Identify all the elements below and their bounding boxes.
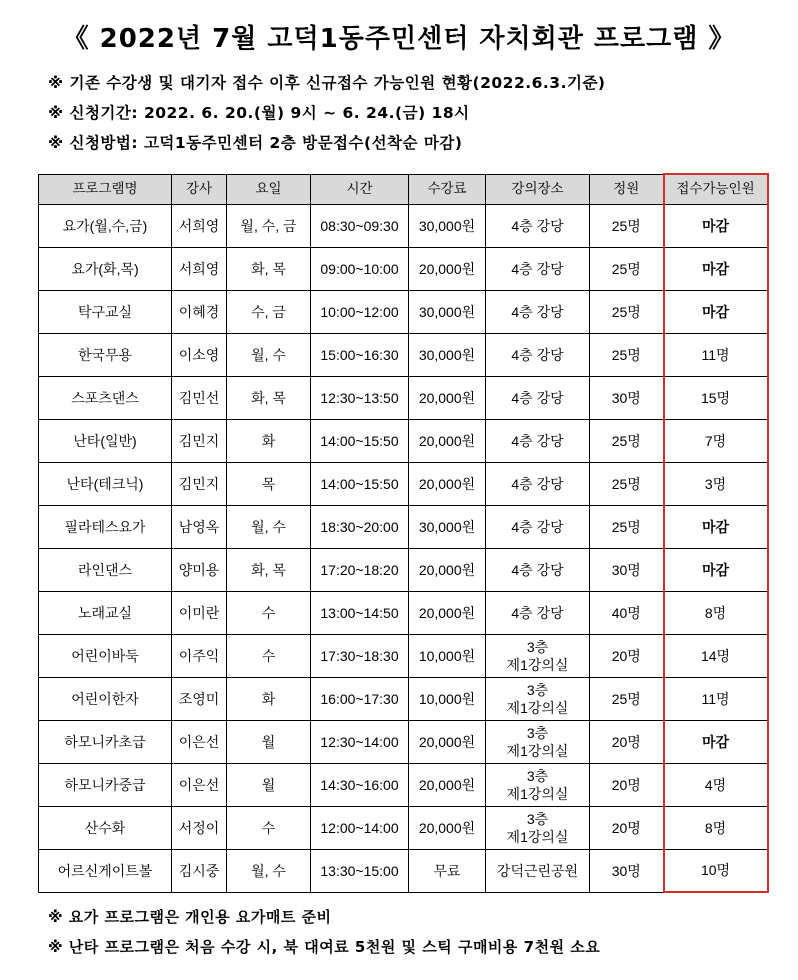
cell-capacity: 25명: [590, 247, 664, 290]
cell-fee: 20,000원: [409, 376, 486, 419]
table-row: [39, 204, 768, 247]
cell-time: 12:00~14:00: [311, 806, 409, 849]
cell-time: 14:00~15:50: [311, 419, 409, 462]
cell-time: 12:30~14:00: [311, 720, 409, 763]
cell-capacity: 20명: [590, 634, 664, 677]
cell-days: 수: [227, 591, 311, 634]
place-line: 4층 강당: [511, 432, 564, 449]
cell-days: 화, 목: [227, 548, 311, 591]
cell-place: [486, 376, 590, 419]
notice-line: ※ 신청기간: 2022. 6. 20.(월) 9시 ~ 6. 24.(금) 18시: [48, 104, 470, 122]
column-header-place: 강의장소: [486, 174, 590, 204]
cell-available: 8명: [664, 806, 768, 849]
column-header-instructor: 강사: [172, 174, 227, 204]
table-row: [39, 548, 768, 591]
cell-available: 11명: [664, 333, 768, 376]
cell-place: [486, 505, 590, 548]
cell-instructor: 김시중: [172, 849, 227, 892]
cell-capacity: 20명: [590, 720, 664, 763]
place-line: 3층: [526, 767, 549, 784]
cell-time: 16:00~17:30: [311, 677, 409, 720]
cell-fee: 무료: [409, 849, 486, 892]
cell-time: 15:00~16:30: [311, 333, 409, 376]
cell-time: 09:00~10:00: [311, 247, 409, 290]
cell-fee: 20,000원: [409, 806, 486, 849]
cell-place: [486, 849, 590, 892]
cell-program: 필라테스요가: [39, 505, 172, 548]
place-line: 4층 강당: [511, 561, 564, 578]
cell-days: 월, 수: [227, 505, 311, 548]
column-header-capacity: 정원: [590, 174, 664, 204]
place-line: 4층 강당: [511, 604, 564, 621]
table-row: [39, 806, 768, 849]
cell-place: [486, 419, 590, 462]
cell-days: 화, 목: [227, 376, 311, 419]
cell-program: 노래교실: [39, 591, 172, 634]
cell-place: [486, 548, 590, 591]
cell-program: 어린이바둑: [39, 634, 172, 677]
cell-program: 난타(테크닉): [39, 462, 172, 505]
cell-available: 마감: [664, 548, 768, 591]
table-row: [39, 290, 768, 333]
cell-available: 11명: [664, 677, 768, 720]
cell-time: 12:30~13:50: [311, 376, 409, 419]
place-line: 3층: [526, 638, 549, 655]
place-line: 3층: [526, 810, 549, 827]
cell-place: [486, 677, 590, 720]
cell-program: 요가(화,목): [39, 247, 172, 290]
column-header-time: 시간: [311, 174, 409, 204]
cell-capacity: 30명: [590, 376, 664, 419]
cell-program: 어르신게이트볼: [39, 849, 172, 892]
cell-instructor: 이은선: [172, 763, 227, 806]
table-row: [39, 505, 768, 548]
cell-place: [486, 290, 590, 333]
cell-days: 화: [227, 419, 311, 462]
table-row: [39, 247, 768, 290]
cell-program: 난타(일반): [39, 419, 172, 462]
cell-instructor: 남영옥: [172, 505, 227, 548]
footnote-list: [48, 902, 600, 962]
cell-days: 화: [227, 677, 311, 720]
cell-instructor: 김민지: [172, 462, 227, 505]
cell-place: [486, 763, 590, 806]
cell-program: 요가(월,수,금): [39, 204, 172, 247]
cell-capacity: 25명: [590, 204, 664, 247]
table-header-row: [39, 174, 768, 204]
column-header-available: 접수가능인원: [664, 174, 768, 204]
cell-fee: 30,000원: [409, 204, 486, 247]
cell-time: 14:00~15:50: [311, 462, 409, 505]
cell-available: 4명: [664, 763, 768, 806]
cell-program: 라인댄스: [39, 548, 172, 591]
cell-time: 08:30~09:30: [311, 204, 409, 247]
cell-program: 탁구교실: [39, 290, 172, 333]
cell-time: 13:30~15:00: [311, 849, 409, 892]
cell-instructor: 이혜경: [172, 290, 227, 333]
place-line: 제1강의실: [506, 742, 569, 759]
place-line: 4층 강당: [511, 475, 564, 492]
notice-list: [48, 68, 606, 158]
place-line: 제1강의실: [506, 699, 569, 716]
cell-place: [486, 634, 590, 677]
cell-instructor: 이소영: [172, 333, 227, 376]
cell-days: 월, 수, 금: [227, 204, 311, 247]
cell-instructor: 이은선: [172, 720, 227, 763]
cell-capacity: 20명: [590, 806, 664, 849]
place-line: 3층: [526, 724, 549, 741]
cell-capacity: 30명: [590, 849, 664, 892]
cell-capacity: 25명: [590, 333, 664, 376]
cell-place: [486, 333, 590, 376]
cell-capacity: 25명: [590, 462, 664, 505]
cell-available: 14명: [664, 634, 768, 677]
cell-capacity: 25명: [590, 677, 664, 720]
cell-days: 목: [227, 462, 311, 505]
place-line: 제1강의실: [506, 785, 569, 802]
table-row: [39, 634, 768, 677]
table-row: [39, 376, 768, 419]
table-row: [39, 849, 768, 892]
table-row: [39, 763, 768, 806]
cell-days: 수: [227, 806, 311, 849]
cell-fee: 20,000원: [409, 720, 486, 763]
cell-fee: 10,000원: [409, 677, 486, 720]
place-line: 제1강의실: [506, 828, 569, 845]
place-line: 3층: [526, 681, 549, 698]
cell-available: 마감: [664, 290, 768, 333]
cell-instructor: 이주익: [172, 634, 227, 677]
cell-instructor: 김민선: [172, 376, 227, 419]
cell-time: 17:20~18:20: [311, 548, 409, 591]
table-row: [39, 462, 768, 505]
cell-capacity: 25명: [590, 505, 664, 548]
cell-place: [486, 204, 590, 247]
cell-time: 14:30~16:00: [311, 763, 409, 806]
cell-days: 수: [227, 634, 311, 677]
cell-instructor: 김민지: [172, 419, 227, 462]
cell-program: 한국무용: [39, 333, 172, 376]
place-line: 4층 강당: [511, 389, 564, 406]
cell-program: 하모니카초급: [39, 720, 172, 763]
cell-place: [486, 591, 590, 634]
cell-capacity: 40명: [590, 591, 664, 634]
cell-days: 월, 수: [227, 333, 311, 376]
cell-place: [486, 462, 590, 505]
cell-program: 산수화: [39, 806, 172, 849]
cell-instructor: 서희영: [172, 204, 227, 247]
cell-available: 8명: [664, 591, 768, 634]
cell-capacity: 30명: [590, 548, 664, 591]
cell-place: [486, 806, 590, 849]
notice-line: ※ 신청방법: 고덕1동주민센터 2층 방문접수(선착순 마감): [48, 134, 463, 152]
cell-available: 7명: [664, 419, 768, 462]
table-row: [39, 720, 768, 763]
cell-program: 스포츠댄스: [39, 376, 172, 419]
page-title: 《 2022년 7월 고덕1동주민센터 자치회관 프로그램 》: [62, 24, 736, 54]
footnote-line: ※ 난타 프로그램은 처음 수강 시, 북 대여료 5천원 및 스틱 구매비용 7천원 소요: [48, 938, 601, 956]
cell-fee: 20,000원: [409, 247, 486, 290]
program-table: [38, 173, 769, 893]
cell-place: [486, 720, 590, 763]
place-line: 제1강의실: [506, 656, 569, 673]
cell-instructor: 이미란: [172, 591, 227, 634]
cell-days: 월: [227, 763, 311, 806]
cell-available: 15명: [664, 376, 768, 419]
cell-capacity: 20명: [590, 763, 664, 806]
cell-fee: 30,000원: [409, 290, 486, 333]
cell-days: 화, 목: [227, 247, 311, 290]
cell-program: 하모니카중급: [39, 763, 172, 806]
cell-time: 13:00~14:50: [311, 591, 409, 634]
notice-line: ※ 기존 수강생 및 대기자 접수 이후 신규접수 가능인원 현황(2022.6.3.기준): [48, 74, 606, 92]
cell-time: 10:00~12:00: [311, 290, 409, 333]
cell-capacity: 25명: [590, 419, 664, 462]
cell-available: 마감: [664, 204, 768, 247]
cell-place: [486, 247, 590, 290]
cell-available: 마감: [664, 505, 768, 548]
cell-days: 월: [227, 720, 311, 763]
cell-days: 월, 수: [227, 849, 311, 892]
cell-fee: 10,000원: [409, 634, 486, 677]
cell-instructor: 양미용: [172, 548, 227, 591]
cell-available: 마감: [664, 247, 768, 290]
column-header-fee: 수강료: [409, 174, 486, 204]
cell-fee: 20,000원: [409, 763, 486, 806]
cell-instructor: 서희영: [172, 247, 227, 290]
place-line: 강덕근린공원: [496, 862, 579, 879]
cell-fee: 20,000원: [409, 462, 486, 505]
cell-time: 18:30~20:00: [311, 505, 409, 548]
cell-fee: 20,000원: [409, 591, 486, 634]
table-row: [39, 333, 768, 376]
cell-available: 10명: [664, 849, 768, 892]
cell-days: 수, 금: [227, 290, 311, 333]
place-line: 4층 강당: [511, 260, 564, 277]
cell-fee: 20,000원: [409, 548, 486, 591]
place-line: 4층 강당: [511, 346, 564, 363]
cell-fee: 20,000원: [409, 419, 486, 462]
place-line: 4층 강당: [511, 217, 564, 234]
place-line: 4층 강당: [511, 303, 564, 320]
cell-instructor: 서정이: [172, 806, 227, 849]
column-header-program: 프로그램명: [39, 174, 172, 204]
table-row: [39, 419, 768, 462]
cell-available: 3명: [664, 462, 768, 505]
table-row: [39, 677, 768, 720]
cell-fee: 30,000원: [409, 333, 486, 376]
cell-capacity: 25명: [590, 290, 664, 333]
table-row: [39, 591, 768, 634]
cell-fee: 30,000원: [409, 505, 486, 548]
table-body: [39, 204, 768, 892]
footnote-line: ※ 요가 프로그램은 개인용 요가매트 준비: [48, 908, 332, 926]
cell-available: 마감: [664, 720, 768, 763]
cell-program: 어린이한자: [39, 677, 172, 720]
cell-time: 17:30~18:30: [311, 634, 409, 677]
place-line: 4층 강당: [511, 518, 564, 535]
column-header-days: 요일: [227, 174, 311, 204]
cell-instructor: 조영미: [172, 677, 227, 720]
